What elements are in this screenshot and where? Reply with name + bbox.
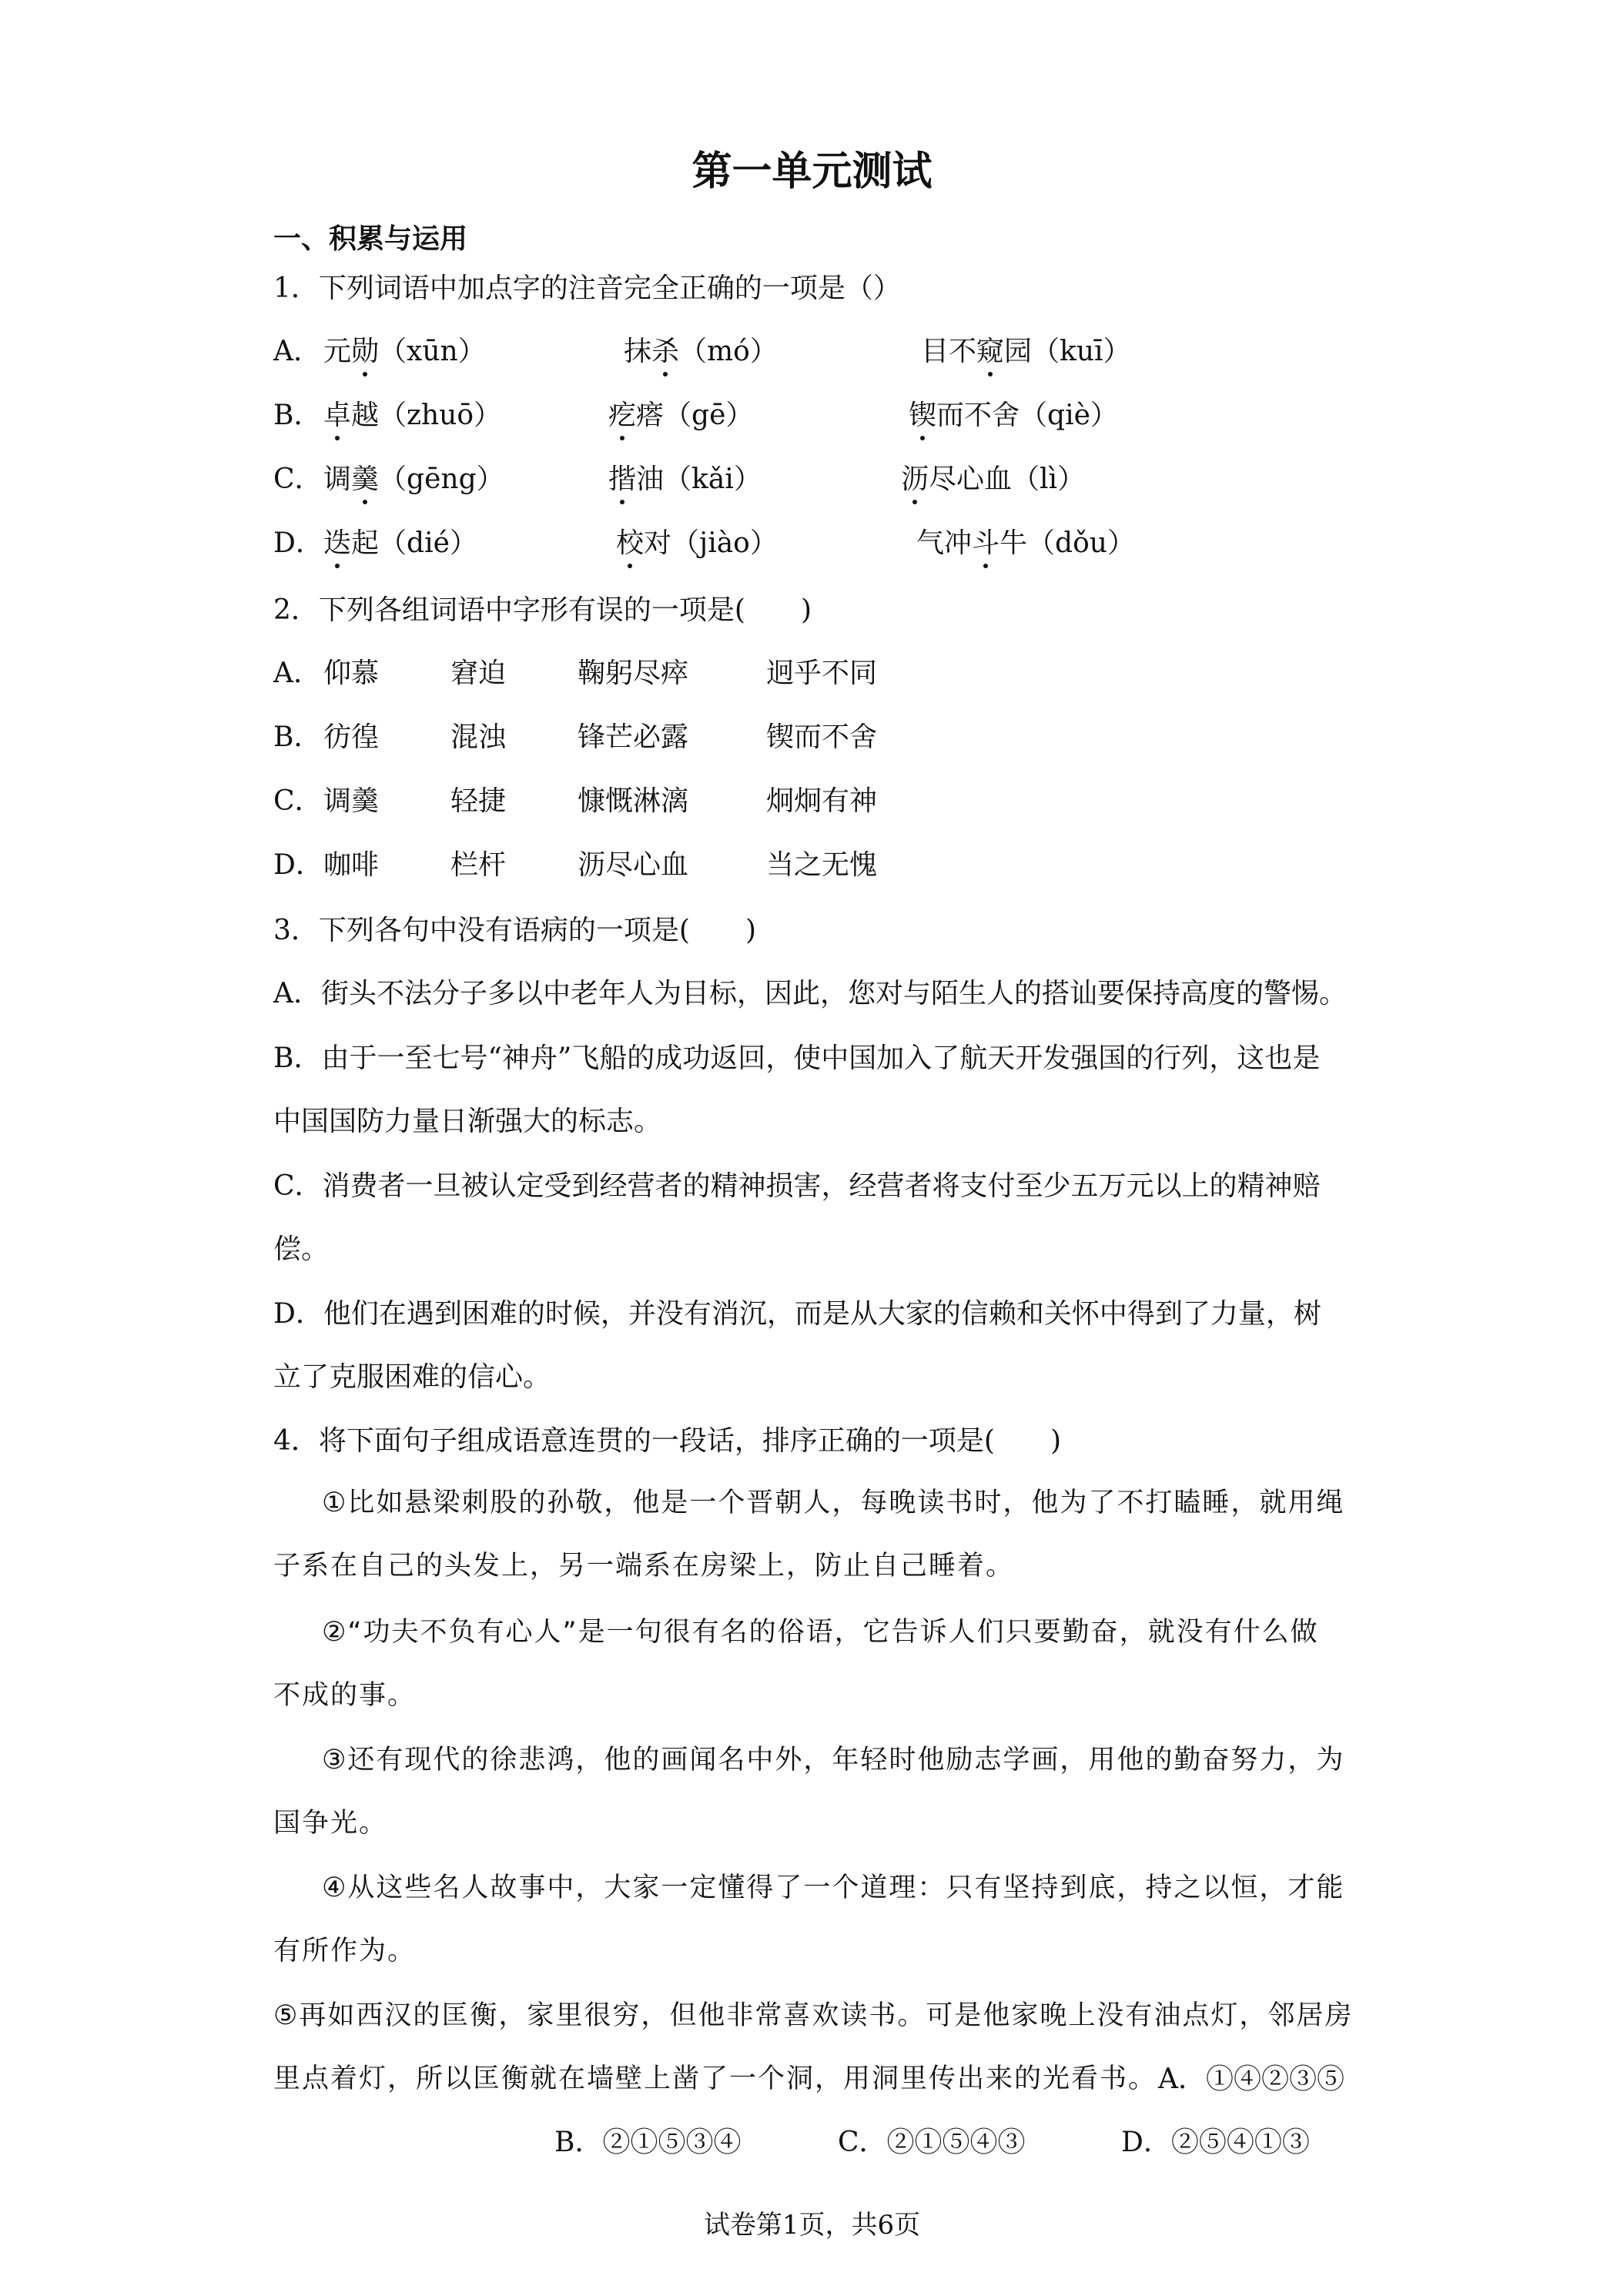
word-part: 起 <box>351 527 380 559</box>
q1-option-b-word-3 <box>909 393 1118 433</box>
q2-option-b-word: 锋芒必露 <box>578 721 689 753</box>
q1-option-b-letter: B． <box>273 400 322 431</box>
pinyin: （lì） <box>1012 464 1086 495</box>
pinyin: （xūn） <box>379 336 486 367</box>
q4-sentence-2-line-2: 不成的事。 <box>273 1680 417 1711</box>
pinyin: （zhuō） <box>379 400 502 431</box>
q4-option-d: D．②⑤④①③ <box>1121 2127 1310 2158</box>
q3-option-c-line-1: C．消费者一旦被认定受到经营者的精神损害，经营者将支付至少五万元以上的精神赔 <box>273 1170 1321 1202</box>
dotted-char: 卓 <box>323 393 351 433</box>
q3-option-b-line-2: 中国国防力量日渐强大的标志。 <box>273 1106 662 1137</box>
q1-option-a-letter: A． <box>273 336 321 367</box>
question-1-stem: 1．下列词语中加点字的注音完全正确的一项是（） <box>273 273 901 304</box>
q4-option-b: B．②①⑤③④ <box>554 2127 742 2158</box>
word-part: 目不 <box>921 336 977 367</box>
q4-sentence-1-line-1: ①比如悬梁刺股的孙敬，他是一个晋朝人，每晚读书时，他为了不打瞌睡，就用绳 <box>322 1488 1345 1518</box>
dotted-char: 杀 <box>651 330 679 369</box>
word-part: 油 <box>636 464 665 495</box>
q2-option-c-word: 轻捷 <box>450 785 507 817</box>
q4-sentence-4-line-2: 有所作为。 <box>273 1936 417 1966</box>
dotted-char: 疙 <box>608 393 636 433</box>
dotted-char: 沥 <box>901 457 929 497</box>
q1-option-b-word-2 <box>608 393 753 433</box>
q3-option-d-line-2: 立了克服困难的信心。 <box>273 1361 551 1393</box>
pinyin: （jiào） <box>671 527 778 559</box>
dotted-char: 锲 <box>909 393 936 433</box>
q1-option-a-word-1 <box>323 330 486 369</box>
q2-option-b-word: 彷徨 <box>323 721 380 753</box>
pinyin: （dǒu） <box>1027 527 1135 559</box>
question-2-stem: 2．下列各组词语中字形有误的一项是( ) <box>273 594 812 626</box>
q3-option-c-line-2: 偿。 <box>273 1233 330 1265</box>
word-part: 瘩 <box>636 400 665 431</box>
q1-option-a-word-3 <box>921 330 1131 369</box>
q2-option-a-word: 鞠躬尽瘁 <box>578 658 689 689</box>
word-part: 园 <box>1004 336 1033 367</box>
q4-sentence-1-line-2: 子系在自己的头发上，另一端系在房梁上，防止自己睡着。 <box>273 1551 1015 1581</box>
section-heading: 一、积累与运用 <box>273 223 468 255</box>
q4-sentence-3-line-1: ③还有现代的徐悲鸿，他的画闻名中外，年轻时他励志学画，用他的勤奋努力，为 <box>322 1745 1345 1776</box>
q2-option-c-word: 调羹 <box>323 785 380 817</box>
q4-sentence-2-line-1: ②“功夫不负有心人”是一句很有名的俗语，它告诉人们只要勤奋，就没有什么做 <box>322 1617 1319 1648</box>
q4-sentence-5-line-1: ⑤再如西汉的匡衡，家里很穷，但他非常喜欢读书。可是他家晚上没有油点灯，邻居房 <box>273 2000 1354 2031</box>
q2-option-d-word: 沥尽心血 <box>578 849 689 881</box>
pinyin: （gēng） <box>379 464 504 495</box>
q1-option-d-letter: D． <box>273 527 323 559</box>
page-title: 第一单元测试 <box>691 149 933 195</box>
word-part: 对 <box>644 527 672 559</box>
word-part: 气冲 <box>916 527 973 559</box>
dotted-char: 斗 <box>972 521 1000 561</box>
q2-option-d-word: 当之无愧 <box>766 849 878 881</box>
word-part: 调 <box>323 464 352 495</box>
q2-option-c-word: 炯炯有神 <box>766 785 878 817</box>
q1-option-d-word-2 <box>616 521 778 561</box>
pinyin: （dié） <box>379 527 477 559</box>
dotted-char: 校 <box>616 521 644 561</box>
q2-option-c-word: 慷慨淋漓 <box>578 785 689 817</box>
pinyin: （qiè） <box>1020 400 1118 431</box>
q1-option-a-word-2 <box>624 330 778 369</box>
q3-option-a: A．街头不法分子多以中老年人为目标，因此，您对与陌生人的搭讪要保持高度的警惕。 <box>273 978 1347 1009</box>
q4-sentence-5-line-2: 里点着灯，所以匡衡就在墙壁上凿了一个洞，用洞里传出来的光看书。 <box>273 2063 1157 2094</box>
q2-option-d-letter: D． <box>273 849 323 881</box>
q2-option-b-letter: B． <box>273 721 322 753</box>
page-footer: 试卷第1页，共6页 <box>703 2210 921 2241</box>
question-3-stem: 3．下列各句中没有语病的一项是( ) <box>273 915 756 946</box>
q2-option-a-letter: A． <box>273 658 321 689</box>
pinyin: （mó） <box>679 336 778 367</box>
q1-option-c-word-2 <box>608 457 762 497</box>
q1-option-d-word-1 <box>323 521 477 561</box>
q2-option-d-word: 咖啡 <box>323 849 380 881</box>
word-part: 抹 <box>624 336 652 367</box>
question-4-stem: 4．将下面句子组成语意连贯的一段话，排序正确的一项是( ) <box>273 1425 1061 1457</box>
q1-option-c-letter: C． <box>273 464 323 495</box>
q2-option-d-word: 栏杆 <box>450 849 507 881</box>
dotted-char: 羹 <box>351 457 379 497</box>
q1-option-d-word-3 <box>916 521 1135 561</box>
q3-option-d-line-1: D．他们在遇到困难的时候，并没有消沉，而是从大家的信赖和关怀中得到了力量，树 <box>273 1298 1321 1330</box>
pinyin: （kǎi） <box>664 464 762 495</box>
word-part: 而不舍 <box>936 400 1020 431</box>
q4-sentence-4-line-1: ④从这些名人故事中，大家一定懂得了一个道理：只有坚持到底，持之以恒，才能 <box>322 1873 1345 1903</box>
dotted-char: 窥 <box>976 330 1004 369</box>
word-part: 元 <box>323 336 352 367</box>
q2-option-c-letter: C． <box>273 785 323 817</box>
q2-option-a-word: 窘迫 <box>450 658 507 689</box>
dotted-char: 揩 <box>608 457 636 497</box>
pinyin: （gē） <box>664 400 754 431</box>
q4-option-a: A．①④②③⑤ <box>1158 2063 1344 2095</box>
q2-option-b-word: 混浊 <box>450 721 507 753</box>
pinyin: （kuī） <box>1032 336 1131 367</box>
q2-option-b-word: 锲而不舍 <box>766 721 878 753</box>
word-part: 尽心血 <box>929 464 1013 495</box>
q2-option-a-word: 仰慕 <box>323 658 380 689</box>
q4-sentence-3-line-2: 国争光。 <box>273 1808 388 1839</box>
q1-option-c-word-1 <box>323 457 504 497</box>
q3-option-b-line-1: B．由于一至七号“神舟”飞船的成功返回，使中国加入了航天开发强国的行列，这也是 <box>273 1043 1321 1074</box>
word-part: 越 <box>351 400 380 431</box>
q1-option-c-word-3 <box>901 457 1085 497</box>
dotted-char: 迭 <box>323 521 351 561</box>
word-part: 牛 <box>1000 527 1028 559</box>
q2-option-a-word: 迥乎不同 <box>766 658 878 689</box>
dotted-char: 勋 <box>351 330 379 369</box>
q1-option-b-word-1 <box>323 393 501 433</box>
q4-option-c: C．②①⑤④③ <box>838 2127 1026 2158</box>
